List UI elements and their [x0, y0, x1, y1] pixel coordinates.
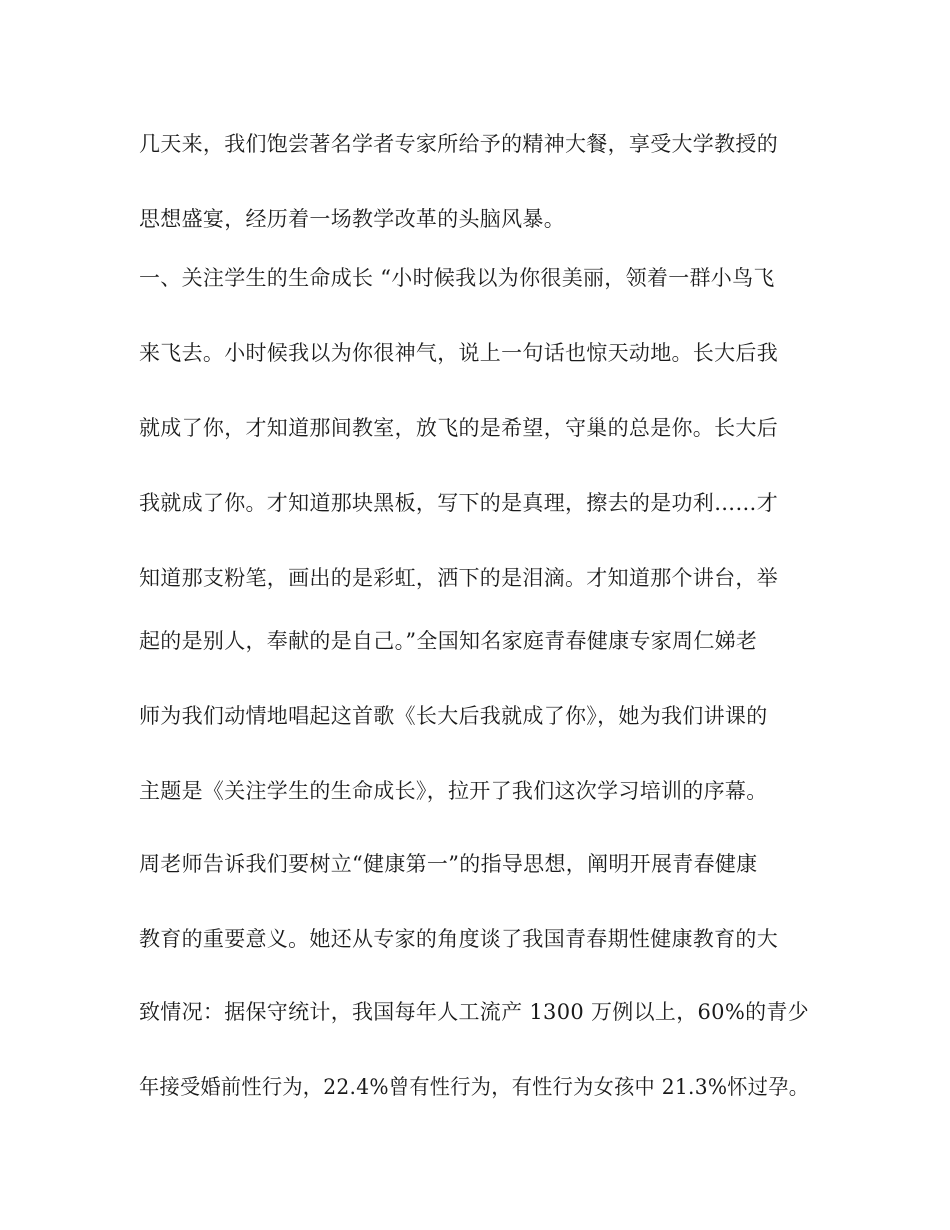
text-line: 知道那支粉笔，画出的是彩虹，洒下的是泪滴。才知道那个讲台，举 — [139, 566, 778, 590]
text-line: 主题是《关注学生的生命成长》，拉开了我们这次学习培训的序幕。 — [139, 779, 768, 803]
text-line: 就成了你，才知道那间教室，放飞的是希望，守巢的总是你。长大后 — [139, 416, 778, 440]
text-line: 思想盛宴，经历着一场教学改革的头脑风暴。 — [139, 207, 565, 231]
text-line: 几天来，我们饱尝著名学者专家所给予的精神大餐，享受大学教授的 — [139, 132, 778, 156]
text-line: 周老师告诉我们要树立“健康第一”的指导思想，阐明开展青春健康 — [139, 852, 758, 876]
text-line: 我就成了你。才知道那块黑板，写下的是真理，擦去的是功利……才 — [139, 491, 778, 515]
text-line: 年接受婚前性行为，22.4%曾有性行为，有性行为女孩中 21.3%怀过孕。 — [139, 1075, 810, 1099]
text-line: 师为我们动情地唱起这首歌《长大后我就成了你》，她为我们讲课的 — [139, 704, 768, 728]
text-line: 致情况：据保守统计，我国每年人工流产 1300 万例以上，60%的青少 — [139, 1000, 809, 1024]
text-line: 起的是别人，奉献的是自己。”全国知名家庭青春健康专家周仁娣老 — [139, 629, 758, 653]
text-line: 来飞去。小时候我以为你很神气，说上一句话也惊天动地。长大后我 — [139, 341, 778, 365]
section-heading-line: 一、关注学生的生命成长 “小时候我以为你很美丽，领着一群小鸟飞 — [139, 266, 775, 290]
text-line: 教育的重要意义。她还从专家的角度谈了我国青春期性健康教育的大 — [139, 927, 778, 951]
